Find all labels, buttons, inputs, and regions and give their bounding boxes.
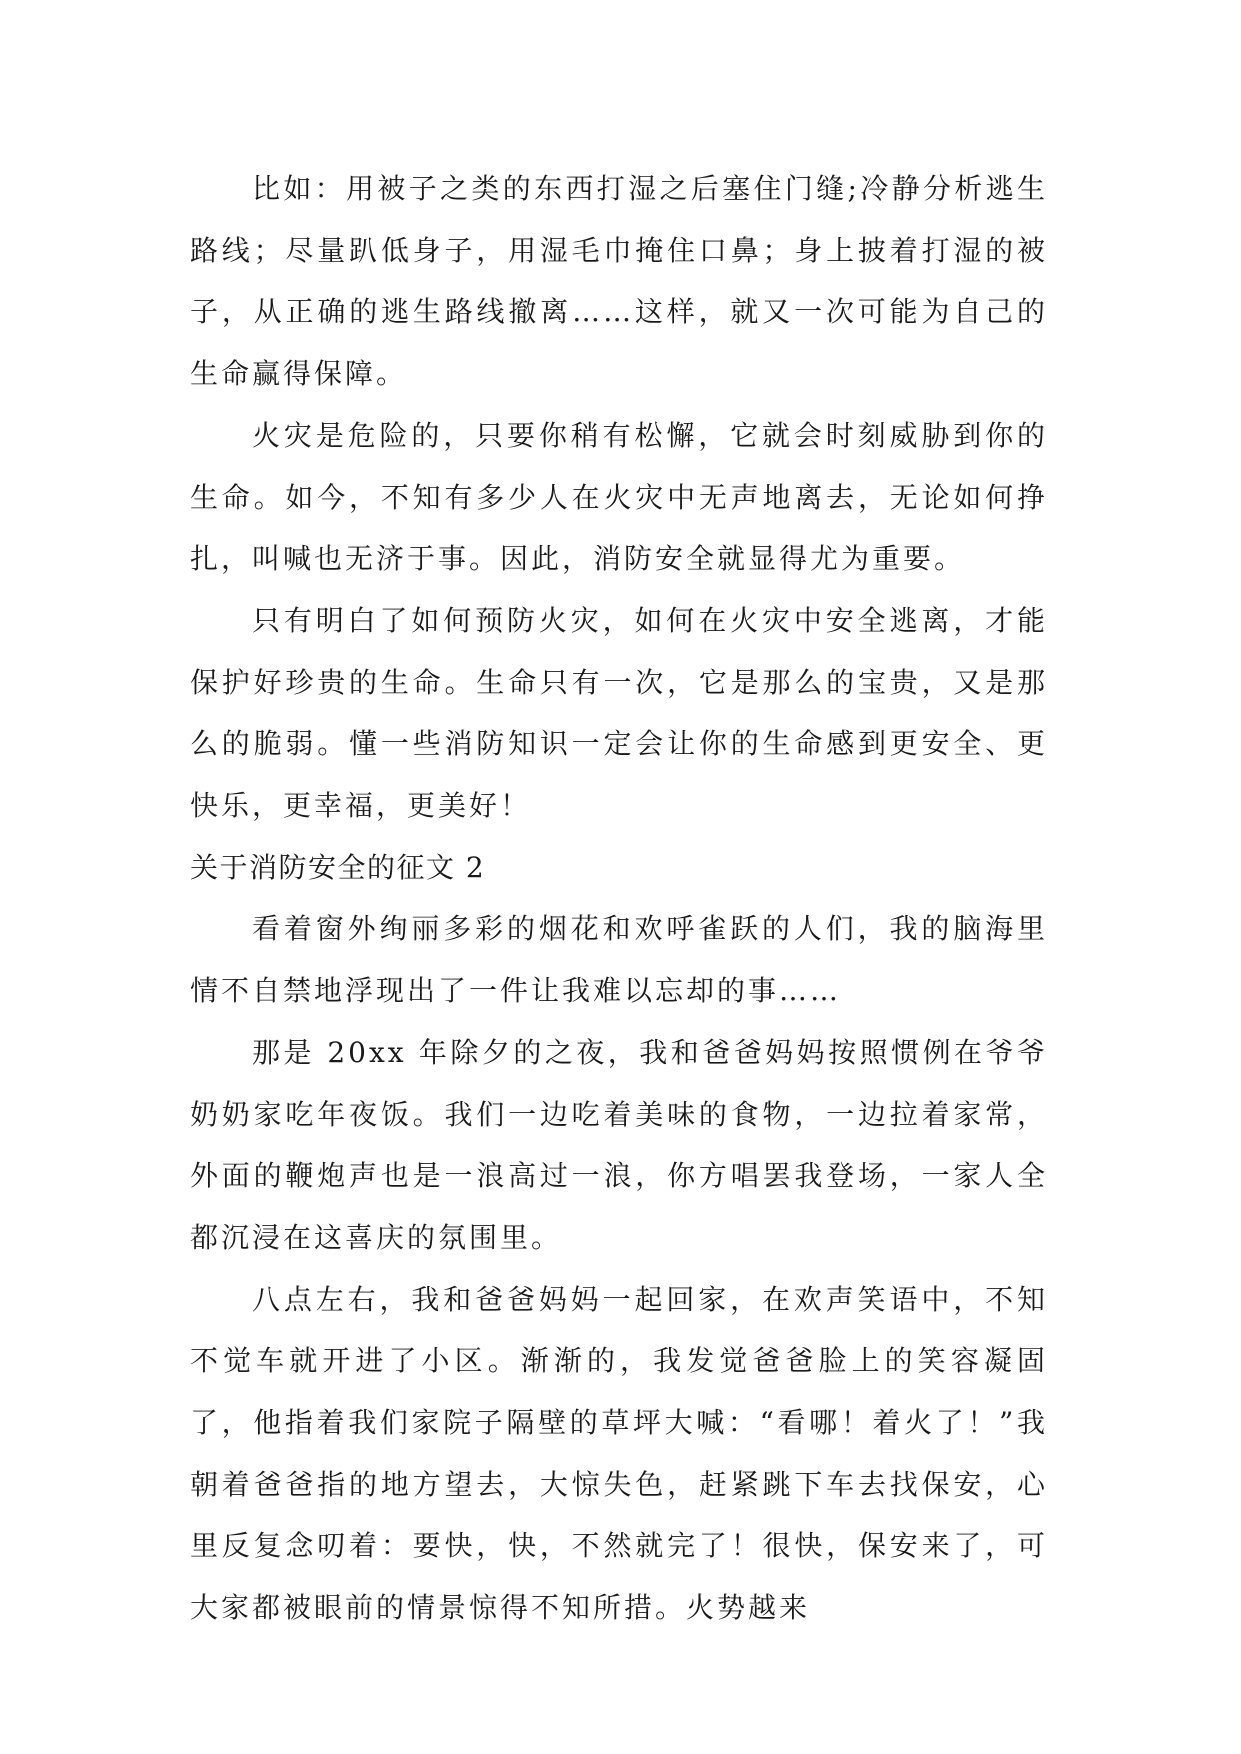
paragraph-fire-danger: 火灾是危险的，只要你稍有松懈，它就会时刻威胁到你的生命。如今，不知有多少人在火灾中无声地离去，无论如何挣扎，叫喊也无济于事。因此，消防安全就显得尤为重要。 — [190, 418, 1048, 576]
paragraph-fireworks: 看着窗外绚丽多彩的烟花和欢呼雀跃的人们，我的脑海里情不自禁地浮现出了一件让我难以忘却的事…… — [190, 912, 1048, 1008]
section-heading: 关于消防安全的征文 2 — [190, 850, 486, 884]
paragraph-fire-incident: 八点左右，我和爸爸妈妈一起回家，在欢声笑语中，不知不觉车就开进了小区。渐渐的，我发觉爸爸脸上的笑容凝固了，他指着我们家院子隔壁的草坪大喊：“看哪！着火了！”我朝着爸爸指的地方望去，大惊失色，赶紧跳下车去找保安，心里反复念叨着：要快，快，不然就完了！很快，保安来了，可大家都被眼前的情景惊得不知所措。火势越来 — [190, 1282, 1048, 1625]
paragraph-new-year-eve: 那是 20xx 年除夕的之夜，我和爸爸妈妈按照惯例在爷爷奶奶家吃年夜饭。我们一边吃着美味的食物，一边拉着家常，外面的鞭炮声也是一浪高过一浪，你方唱罢我登场，一家人全都沉浸在这喜庆的氛围里。 — [190, 1035, 1048, 1254]
document-body — [190, 158, 1048, 1639]
paragraph-protect-life: 只有明白了如何预防火灾，如何在火灾中安全逃离，才能保护好珍贵的生命。生命只有一次，它是那么的宝贵，又是那么的脆弱。懂一些消防知识一定会让你的生命感到更安全、更快乐，更幸福，更美好！ — [190, 603, 1048, 823]
paragraph-escape-methods: 比如：用被子之类的东西打湿之后塞住门缝;冷静分析逃生路线；尽量趴低身子，用湿毛巾掩住口鼻；身上披着打湿的被子，从正确的逃生路线撤离……这样，就又一次可能为自己的生命赢得保障。 — [190, 172, 1048, 391]
